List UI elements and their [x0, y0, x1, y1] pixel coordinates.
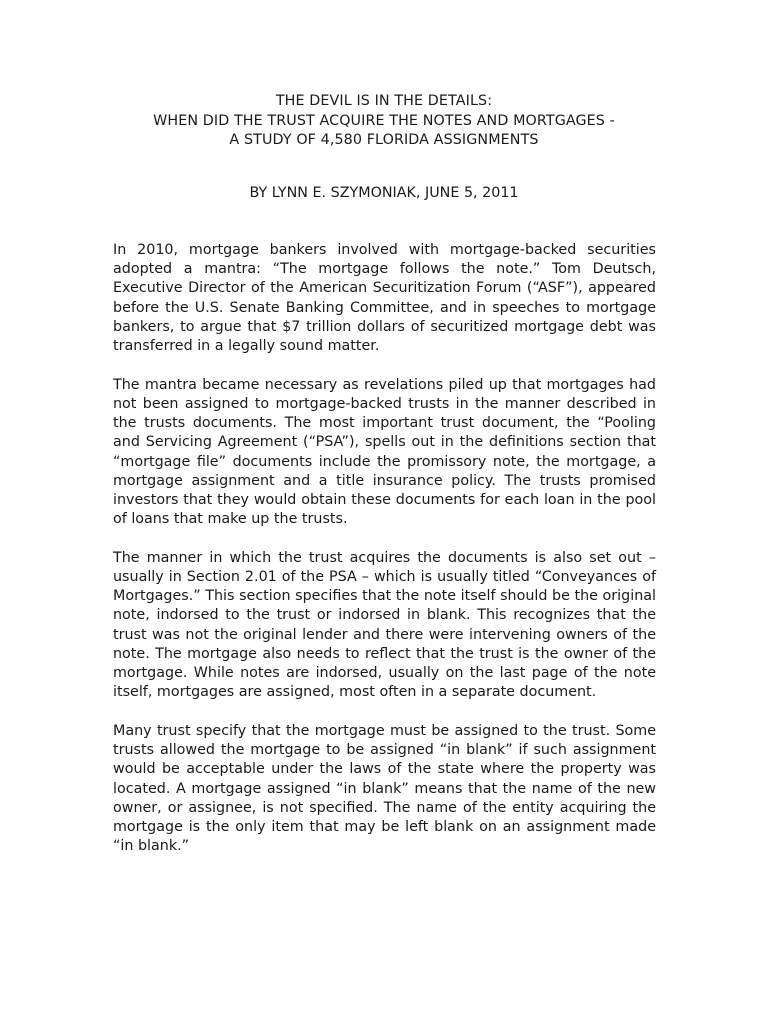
title-line-3: A STUDY OF 4,580 FLORIDA ASSIGNMENTS	[229, 132, 539, 148]
title-line-2: WHEN DID THE TRUST ACQUIRE THE NOTES AND MORTGAGES -	[153, 112, 615, 129]
paragraph-3: The manner in which the trust acquires the documents is also set out – usually in Section 2.01 of the PSA – which is usually titled “Conveyances of Mortgages.” This section specifies that the note itself should be the original note, indorsed to the trust or indorsed in blank. This recognizes that the trust was not the original lender and there were intervening owners of the note. The mortgage also needs to reflect that the trust is the owner of the mortgage. While notes are indorsed, usually on the last page of the note itself, mortgages are assigned, most often in a separate document.	[113, 549, 656, 701]
paragraph-4: Many trust specify that the mortgage must be assigned to the trust. Some trusts allowed the mortgage to be assigned “in blank” if such assignment would be acceptable under the laws of the state where the property was located. A mortgage assigned “in blank” means that the name of the new owner, or assignee, is not specified. The name of the entity acquiring the mortgage is the only item that may be left blank on an assignment made “in blank.”	[113, 722, 656, 855]
document-title	[80, 92, 688, 151]
title-line-1: THE DEVIL IS IN THE DETAILS:	[275, 93, 493, 109]
author-byline: BY LYNN E. SZYMONIAK, JUNE 5, 2011	[249, 185, 519, 201]
paragraph-1: In 2010, mortgage bankers involved with mortgage-backed securities adopted a mantra: “The mortgage follows the note.” Tom Deutsch, Executive Director of the American Securitization Forum (“ASF”), appeared before the U.S. Senate Banking Committee, and in speeches to mortgage bankers, to argue that $7 trillion dollars of securitized mortgage debt was transferred in a legally sound matter.	[113, 242, 656, 355]
document-body	[113, 241, 656, 876]
paragraph-2: The mantra became necessary as revelations piled up that mortgages had not been assigned to mortgage-backed trusts in the manner described in the trusts documents. The most important trust document, the “Pooling and Servicing Agreement (“PSA”), spells out in the definitions section that “mortgage file” documents include the promissory note, the mortgage, a mortgage assignment and a title insurance policy. The trusts promised investors that they would obtain these documents for each loan in the pool of loans that make up the trusts.	[113, 376, 656, 528]
